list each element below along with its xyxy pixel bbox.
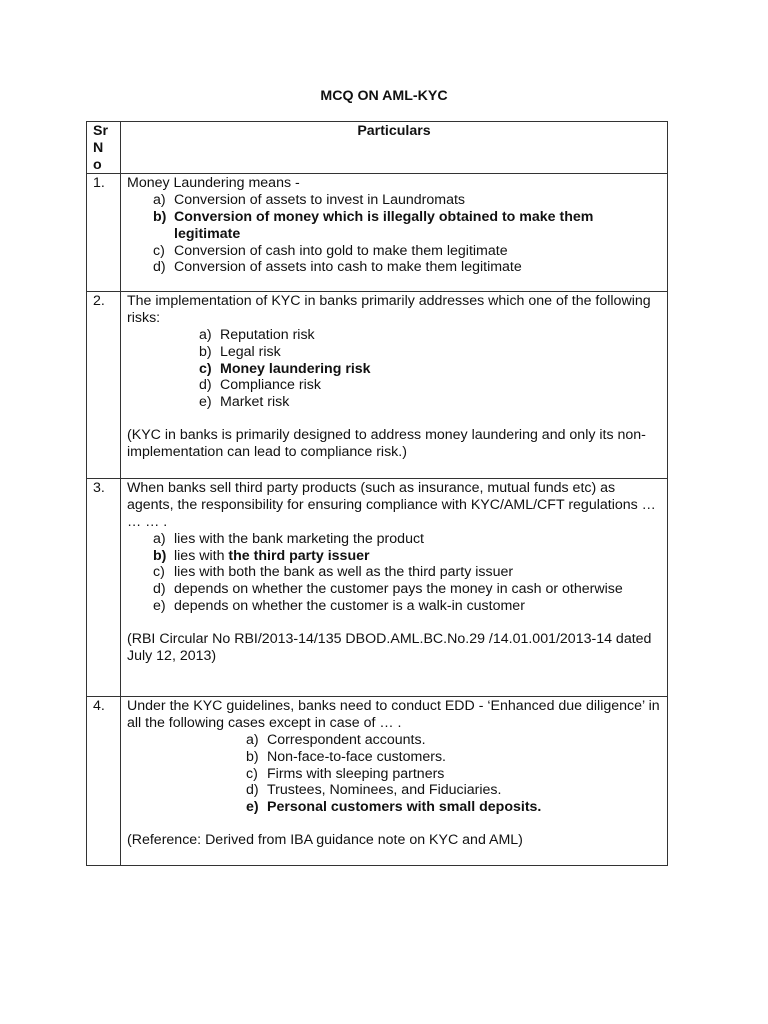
option-item: c) Firms with sleeping partners <box>246 765 445 782</box>
row-number: 2. <box>87 292 121 479</box>
table-row <box>87 697 668 866</box>
option-item: d) Compliance risk <box>199 377 321 394</box>
option-item: c) lies with both the bank as well as the third party issuer <box>153 564 514 581</box>
option-item: e) Market risk <box>199 394 290 411</box>
option-item: e) depends on whether the customer is a walk-in customer <box>153 597 525 614</box>
option-item: d) Trustees, Nominees, and Fiduciaries. <box>246 782 502 799</box>
table-row <box>87 479 668 697</box>
row-number: 4. <box>87 697 121 866</box>
table-header-row <box>87 122 668 174</box>
options-list <box>127 732 661 816</box>
option-item: a) Correspondent accounts. <box>246 731 426 748</box>
explanation-note: (KYC in banks is primarily designed to address money laundering and only its non-implementation can lead to compliance risk.) <box>127 426 646 460</box>
option-item: b) Legal risk <box>199 343 281 360</box>
reference-note: (RBI Circular No RBI/2013-14/135 DBOD.AML.BC.No.29 /14.01.001/2013-14 dated July 12, 2013) <box>127 630 652 664</box>
option-item: a) lies with the bank marketing the product <box>153 530 424 547</box>
option-item-correct: b) Conversion of money which is illegally obtained to make them legitimate <box>153 208 594 242</box>
options-list <box>127 531 661 615</box>
option-item: b) Non-face-to-face customers. <box>246 748 446 765</box>
question-text: Money Laundering means - <box>127 175 300 192</box>
question-text: Under the KYC guidelines, banks need to conduct EDD - ‘Enhanced due diligence’ in all the following cases except in case of … . <box>127 698 660 732</box>
question-cell <box>121 697 668 866</box>
question-cell <box>121 292 668 479</box>
question-text: When banks sell third party products (such as insurance, mutual funds etc) as agents, the responsibility for ensuring compliance with KYC/AML/CFT regulations … … … . <box>127 480 656 530</box>
reference-note: (Reference: Derived from IBA guidance note on KYC and AML) <box>127 831 523 848</box>
document-title: MCQ ON AML-KYC <box>320 88 448 104</box>
table-row <box>87 292 668 479</box>
question-cell <box>121 479 668 697</box>
mcq-table <box>86 121 668 866</box>
question-text: The implementation of KYC in banks primarily addresses which one of the following risks: <box>127 293 651 327</box>
row-number: 3. <box>87 479 121 697</box>
header-sr-no: Sr N o <box>87 122 121 174</box>
option-item: d) depends on whether the customer pays the money in cash or otherwise <box>153 581 623 598</box>
options-list <box>127 327 661 411</box>
option-item: c) Conversion of cash into gold to make them legitimate <box>153 242 508 259</box>
table-row <box>87 174 668 292</box>
options-list <box>127 192 661 276</box>
option-item-correct: b) lies with the third party issuer <box>153 547 370 564</box>
option-item: a) Conversion of assets to invest in Laundromats <box>153 192 465 209</box>
option-item: a) Reputation risk <box>199 326 315 343</box>
option-item-correct: e) Personal customers with small deposits. <box>246 799 542 816</box>
header-particulars: Particulars <box>121 122 668 174</box>
question-cell <box>121 174 668 292</box>
option-item-correct: c) Money laundering risk <box>199 360 371 377</box>
option-item: d) Conversion of assets into cash to make them legitimate <box>153 259 522 276</box>
row-number: 1. <box>87 174 121 292</box>
